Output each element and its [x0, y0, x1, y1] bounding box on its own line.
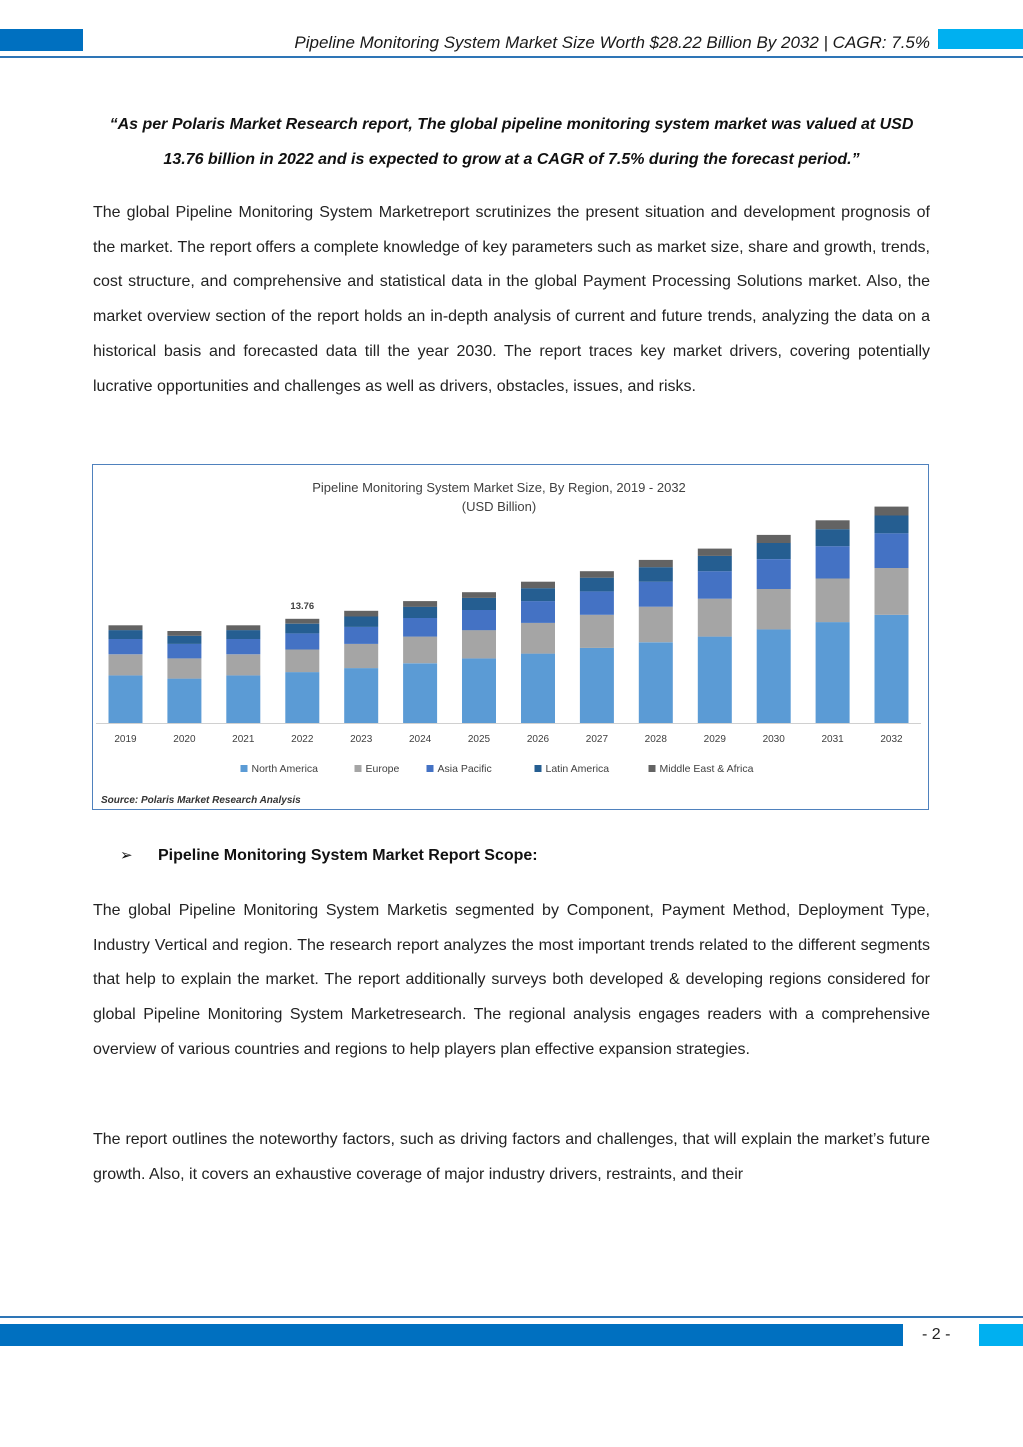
- legend-swatch: [649, 765, 656, 772]
- bar-segment: [403, 618, 437, 637]
- bar-segment: [167, 631, 201, 636]
- x-tick-label: 2031: [821, 734, 844, 745]
- bar-segment: [109, 639, 143, 654]
- bar-segment: [580, 648, 614, 723]
- bar-segment: [639, 607, 673, 643]
- x-tick-label: 2019: [114, 734, 137, 745]
- bar-segment: [698, 556, 732, 571]
- bar-segment: [462, 658, 496, 723]
- bar-segment: [521, 601, 555, 623]
- chart-canvas: [93, 465, 930, 811]
- bar-segment: [109, 654, 143, 675]
- chart-subtitle: (USD Billion): [461, 499, 537, 514]
- bar-segment: [875, 533, 909, 568]
- footer-rule: [0, 1316, 1023, 1318]
- x-tick-label: 2024: [408, 734, 432, 745]
- bar-segment: [639, 560, 673, 567]
- bar-segment: [344, 644, 378, 668]
- bar-segment: [462, 630, 496, 658]
- bar-segment: [816, 546, 850, 578]
- legend-label: North America: [251, 763, 319, 775]
- bar-segment: [757, 629, 791, 723]
- bar-segment: [757, 589, 791, 629]
- market-size-chart: [92, 464, 929, 810]
- pull-quote: “As per Polaris Market Research report, The global pipeline monitoring system market was valued at USD 13.76 billion in 2022 and is expected to grow at a CAGR of 7.5% during the forecast period.”: [109, 116, 914, 168]
- bar-segment: [757, 559, 791, 589]
- bar-segment: [875, 507, 909, 516]
- legend-swatch: [355, 765, 362, 772]
- bar-segment: [462, 610, 496, 630]
- bar-segment: [875, 568, 909, 615]
- bar-segment: [698, 599, 732, 637]
- bar-segment: [285, 650, 319, 673]
- bar-segment: [816, 579, 850, 623]
- bar-segment: [285, 619, 319, 624]
- bar-segment: [226, 639, 260, 654]
- bar-segment: [167, 636, 201, 644]
- intro-paragraph: The global Pipeline Monitoring System Marketreport scrutinizes the present situation and development prognosis of the market. The report offers a complete knowledge of key parameters such as market size, share and growth, trends, cost structure, and comprehensive and statistical data in the global Payment Processing Solutions market. Also, the market overview section of the report holds an in-depth analysis of current and future trends, analyzing the data on a historical basis and forecasted data till the year 2030. The report traces key market drivers, covering potentially lucrative opportunities and challenges as well as drivers, obstacles, issues, and risks.: [93, 204, 930, 395]
- bar-segment: [580, 591, 614, 614]
- header-title: Pipeline Monitoring System Market Size Worth $28.22 Billion By 2032 | CAGR: 7.5%: [294, 33, 930, 52]
- bar-segment: [226, 630, 260, 639]
- x-tick-label: 2028: [644, 734, 667, 745]
- arrow-bullet-icon: ➢: [120, 847, 133, 864]
- legend-swatch: [427, 765, 434, 772]
- bar-segment: [875, 615, 909, 723]
- bar-segment: [757, 543, 791, 559]
- bar-segment: [109, 675, 143, 723]
- legend-label: Europe: [365, 763, 400, 775]
- x-tick-label: 2025: [467, 734, 491, 745]
- bar-segment: [344, 627, 378, 644]
- bar-segment: [226, 675, 260, 723]
- legend-label: Latin America: [545, 763, 610, 775]
- bar-segment: [521, 588, 555, 601]
- bar-segment: [167, 679, 201, 723]
- bar-segment: [521, 623, 555, 654]
- data-label: 13.76: [290, 600, 315, 612]
- x-tick-label: 2021: [232, 734, 255, 745]
- bar-segment: [698, 571, 732, 599]
- bar-segment: [816, 520, 850, 529]
- bar-segment: [816, 529, 850, 546]
- chart-source: Source: Polaris Market Research Analysis: [101, 795, 301, 806]
- header-rule: [0, 56, 1023, 58]
- scope-paragraph: The global Pipeline Monitoring System Marketis segmented by Component, Payment Method, Deployment Type, Industry Vertical and region. The research report analyzes the most important trends related to the different segments that help to explain the market. The report additionally surveys both developed & developing regions considered for global Pipeline Monitoring System Marketresearch. The regional analysis engages readers with a comprehensive overview of various countries and regions to help players plan effective expansion strategies.: [93, 902, 930, 1058]
- bar-segment: [344, 668, 378, 723]
- x-tick-label: 2022: [291, 734, 314, 745]
- bar-segment: [462, 592, 496, 598]
- bar-segment: [109, 630, 143, 639]
- bar-segment: [698, 549, 732, 556]
- bar-segment: [285, 672, 319, 723]
- bar-segment: [403, 663, 437, 723]
- bar-segment: [639, 582, 673, 607]
- footer-accent-block: [979, 1324, 1023, 1346]
- x-tick-label: 2027: [585, 734, 609, 745]
- bar-segment: [226, 654, 260, 675]
- legend-swatch: [535, 765, 542, 772]
- bar-segment: [462, 598, 496, 610]
- bar-segment: [285, 633, 319, 649]
- bar-segment: [580, 578, 614, 592]
- bar-segment: [639, 642, 673, 723]
- bar-segment: [344, 611, 378, 617]
- header-accent-block: [938, 29, 1023, 49]
- x-tick-label: 2029: [703, 734, 726, 745]
- page-number: - 2 -: [922, 1326, 951, 1343]
- legend-label: Middle East & Africa: [659, 763, 754, 775]
- scope-heading-text: Pipeline Monitoring System Market Report Scope:: [158, 847, 538, 864]
- x-tick-label: 2026: [526, 734, 550, 745]
- bar-segment: [521, 654, 555, 723]
- bar-segment: [875, 516, 909, 534]
- bar-segment: [167, 644, 201, 659]
- bar-segment: [403, 637, 437, 664]
- bar-segment: [639, 567, 673, 582]
- x-tick-label: 2032: [880, 734, 903, 745]
- bar-segment: [403, 601, 437, 607]
- factors-paragraph: The report outlines the noteworthy factors, such as driving factors and challenges, that will explain the market’s future growth. Also, it covers an exhaustive coverage of major industry drivers, restraints, and their: [93, 1131, 930, 1183]
- x-tick-label: 2023: [350, 734, 373, 745]
- legend-label: Asia Pacific: [437, 763, 492, 775]
- bar-segment: [698, 637, 732, 723]
- footer-accent-bar: [0, 1324, 903, 1346]
- bar-segment: [580, 615, 614, 648]
- scope-heading: [120, 846, 538, 865]
- bar-segment: [521, 582, 555, 589]
- bar-segment: [109, 625, 143, 630]
- bar-segment: [344, 616, 378, 627]
- x-tick-label: 2020: [173, 734, 196, 745]
- bar-segment: [226, 625, 260, 630]
- legend-swatch: [241, 765, 248, 772]
- bar-segment: [403, 607, 437, 618]
- bar-segment: [757, 535, 791, 543]
- header-accent-bar: [0, 29, 83, 51]
- bar-segment: [580, 571, 614, 578]
- bar-segment: [816, 622, 850, 723]
- bar-segment: [167, 658, 201, 678]
- chart-title: Pipeline Monitoring System Market Size, By Region, 2019 - 2032: [312, 480, 686, 495]
- bar-segment: [285, 624, 319, 634]
- x-tick-label: 2030: [762, 734, 785, 745]
